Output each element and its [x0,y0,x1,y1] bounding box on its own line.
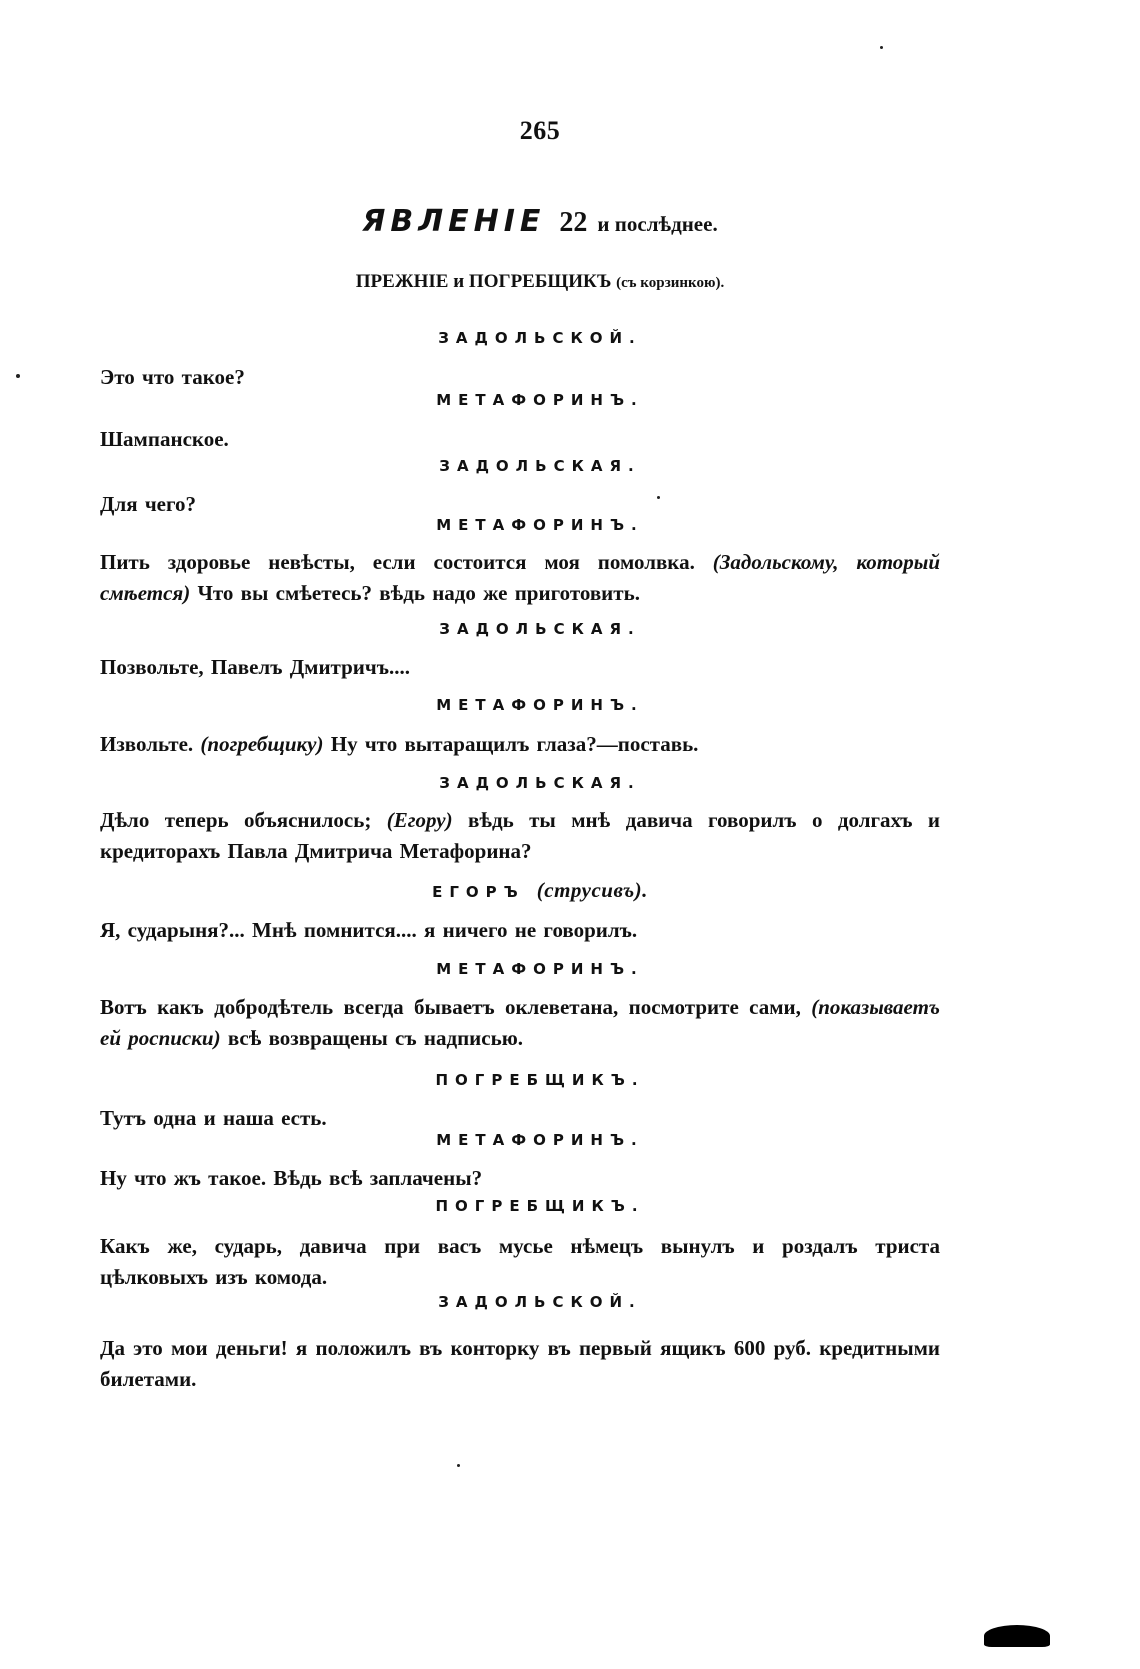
scan-speck [457,1464,460,1467]
speaker-label: МЕТАФОРИНЪ. [436,1131,644,1149]
dialogue-line: Тутъ одна и наша есть. [100,1106,327,1130]
dialogue-text: Ну что вытаращилъ глаза?—поставь. [330,732,699,756]
ink-blot [984,1625,1050,1647]
dialogue-line: Ну что жъ такое. Вѣдь всѣ заплачены? [100,1166,483,1190]
speaker-label: ЗАДОЛЬСКАЯ. [439,774,641,792]
dialogue-line: Это что такое? [100,365,245,389]
speaker-label: ПОГРЕБЩИКЪ. [435,1071,645,1089]
dialogue-paragraph [100,729,940,760]
dialogue-line: Для чего? [100,492,197,516]
cast-line [0,271,1080,293]
speaker-label: МЕТАФОРИНЪ. [436,696,644,714]
dialogue-text: Вотъ какъ добродѣтель всегда бываетъ оклеветана, посмотрите сами, [100,995,801,1019]
dialogue-line: Шампанское. [100,427,229,451]
dialogue-paragraph [100,805,940,867]
scan-speck [880,46,883,49]
dialogue-line: Какъ же, сударь, давича при васъ мусье нѣмецъ вынулъ и роздалъ триста цѣлковыхъ изъ комода. [100,1234,940,1289]
stage-direction: (Задольскому, который смѣется) [100,550,940,605]
scan-speck [16,374,20,378]
scan-speck [657,496,660,499]
speaker-label: МЕТАФОРИНЪ. [436,391,644,409]
dialogue-paragraph [100,547,940,609]
page-number: 265 [519,116,561,145]
dialogue-text: Извольте. [100,732,194,756]
speaker-label: ЗАДОЛЬСКАЯ. [439,457,641,475]
speaker-label: МЕТАФОРИНЪ. [436,960,644,978]
dialogue-paragraph [100,992,940,1054]
speaker-label [0,878,1080,903]
speaker-label: ЗАДОЛЬСКОЙ. [438,329,642,347]
speaker-label: МЕТАФОРИНЪ. [436,516,644,534]
dialogue-text: Что вы смѣетесь? вѣдь надо же приготовить. [197,581,640,605]
speaker-label: ЗАДОЛЬСКОЙ. [438,1293,642,1311]
scene-heading-rest: и послѣднее. [597,212,718,236]
scene-number: 22 [559,207,588,238]
speaker-name: ЕГОРЪ [432,883,525,901]
scene-heading [0,204,1080,239]
dialogue-line: Да это мои деньги! я положилъ въ конторку въ первый ящикъ 600 руб. кредитными билетами. [100,1336,940,1391]
stage-direction: (показываетъ ей росписки) [100,995,940,1050]
dialogue-text: вѣдь ты мнѣ давича говорилъ о долгахъ и кредиторахъ Павла Дмитрича Метафорина? [100,808,941,863]
dialogue-line: Я, сударыня?... Мнѣ помнится.... я ничего не говорилъ. [100,918,638,942]
cast-main: ПРЕЖНІЕ и ПОГРЕБЩИКЪ [355,271,612,292]
dialogue-line: Позвольте, Павелъ Дмитричъ.... [100,655,410,679]
stage-direction: (погребщику) [200,732,324,756]
stage-direction: (струсивъ). [536,878,648,902]
scene-heading-word: ЯВЛЕНІЕ [362,204,546,239]
speaker-label: ЗАДОЛЬСКАЯ. [439,620,641,638]
stage-direction: (Егору) [386,808,453,832]
dialogue-text: Пить здоровье невѣсты, если состоится моя помолвка. [100,550,695,574]
cast-note: (съ корзинкою). [616,275,725,291]
dialogue-text: Дѣло теперь объяснилось; [100,808,372,832]
speaker-label: ПОГРЕБЩИКЪ. [435,1197,645,1215]
dialogue-text: всѣ возвращены съ надписью. [227,1026,524,1050]
